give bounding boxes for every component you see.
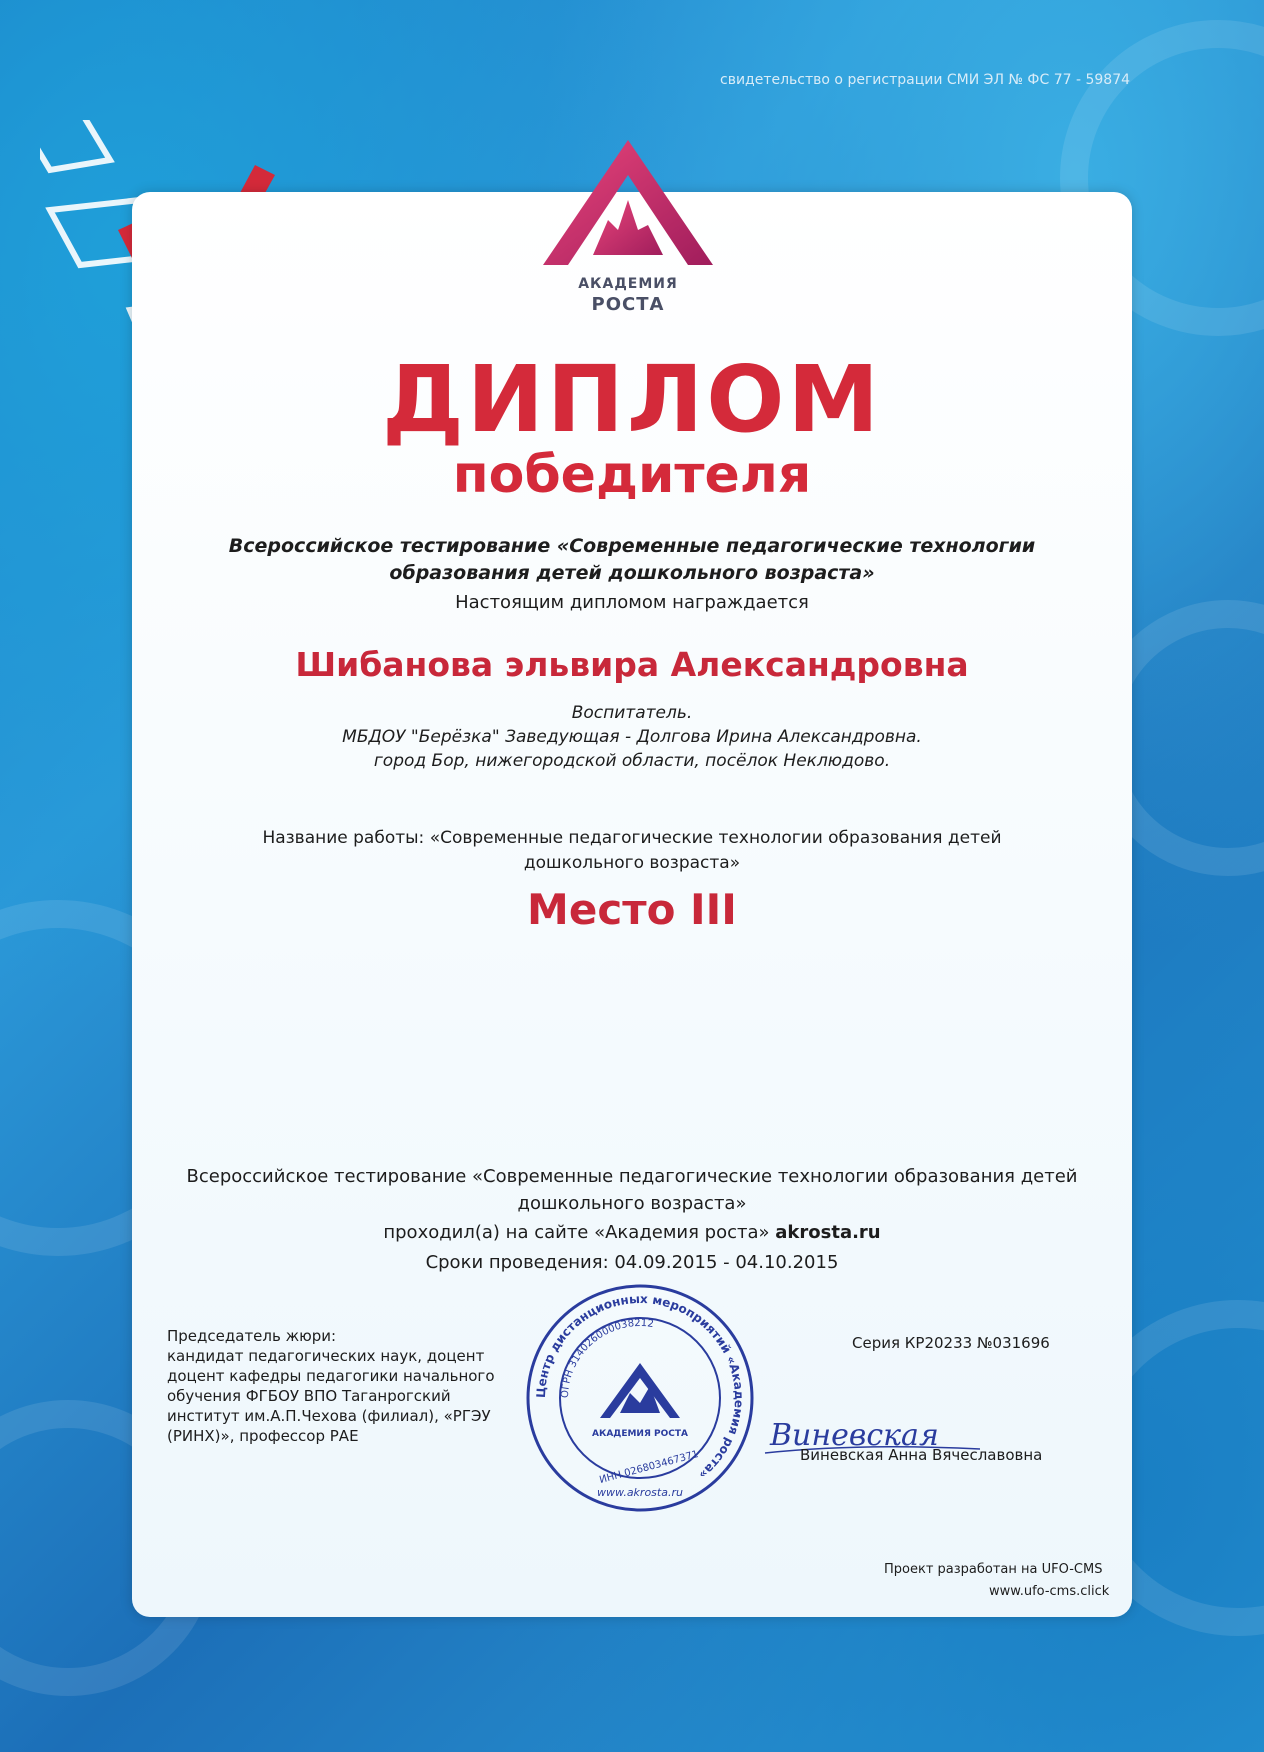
stamp-ogrn: ОГРН 314026000038212 <box>559 1317 655 1399</box>
recipient-name: Шибанова эльвира Александровна <box>295 645 969 684</box>
diploma-title: ДИПЛОМ <box>381 346 883 453</box>
event-dates: Сроки проведения: 04.09.2015 - 04.10.2015 <box>425 1252 839 1273</box>
recipient-organization: МБДОУ "Берёзка" Заведующая - Долгова Ирина Александровна. <box>342 727 922 747</box>
stamp-outer-text: Центр дистанционных мероприятий «Академия роста» <box>533 1291 747 1482</box>
stamp-inn: ИНН 026803467371 <box>598 1448 700 1487</box>
bottom-event-line2: дошкольного возраста» <box>517 1193 747 1214</box>
academy-logo-icon <box>538 140 718 320</box>
cms-credit: Проект разработан на UFO-CMS <box>884 1562 1103 1577</box>
jury-line: институт им.А.П.Чехова (филиал), «РГЭУ <box>167 1407 491 1425</box>
event-title-line1: Всероссийское тестирование «Современные педагогические технологии <box>228 535 1036 557</box>
cms-link[interactable]: www.ufo-cms.click <box>989 1584 1110 1599</box>
signer-name: Виневская Анна Вячеславовна <box>800 1446 1043 1464</box>
site-prefix: проходил(а) на сайте «Академия роста» <box>383 1222 776 1243</box>
work-title-line2: дошкольного возраста» <box>523 853 741 873</box>
event-title-line2: образования детей дошкольного возраста» <box>389 562 875 584</box>
diploma-subtitle: победителя <box>452 445 812 505</box>
signature-text: Виневская <box>770 1418 939 1453</box>
jury-line: Председатель жюри: <box>167 1327 337 1345</box>
stamp-site: www.akrosta.ru <box>597 1486 683 1499</box>
logo-text-line1: АКАДЕМИЯ <box>578 276 678 292</box>
registration-text: свидетельство о регистрации СМИ ЭЛ № ФС 77 - 59874 <box>720 72 1131 88</box>
place-award: Место III <box>527 885 737 934</box>
jury-info <box>167 1326 495 1446</box>
bottom-event-line1: Всероссийское тестирование «Современные педагогические технологии образования детей <box>186 1166 1078 1187</box>
site-link[interactable]: akrosta.ru <box>775 1222 881 1243</box>
jury-line: доцент кафедры педагогики начального <box>167 1367 495 1385</box>
work-title-line1: Название работы: «Современные педагогические технологии образования детей <box>262 828 1002 848</box>
stamp-logo-text: АКАДЕМИЯ РОСТА <box>592 1429 688 1439</box>
bottom-site-line <box>132 1222 1132 1243</box>
jury-line: (РИНХ)», профессор РАЕ <box>167 1427 359 1445</box>
awarded-text: Настоящим дипломом награждается <box>455 592 809 613</box>
recipient-city: город Бор, нижегородской области, посёлок Неклюдово. <box>373 751 891 771</box>
recipient-position: Воспитатель. <box>571 703 693 723</box>
jury-line: кандидат педагогических наук, доцент <box>167 1347 485 1365</box>
logo-text-line2: РОСТА <box>591 294 665 315</box>
diploma-series: Серия КР20233 №031696 <box>852 1334 1050 1352</box>
jury-line: обучения ФГБОУ ВПО Таганрогский <box>167 1387 451 1405</box>
stamp-seal-icon <box>520 1278 760 1518</box>
